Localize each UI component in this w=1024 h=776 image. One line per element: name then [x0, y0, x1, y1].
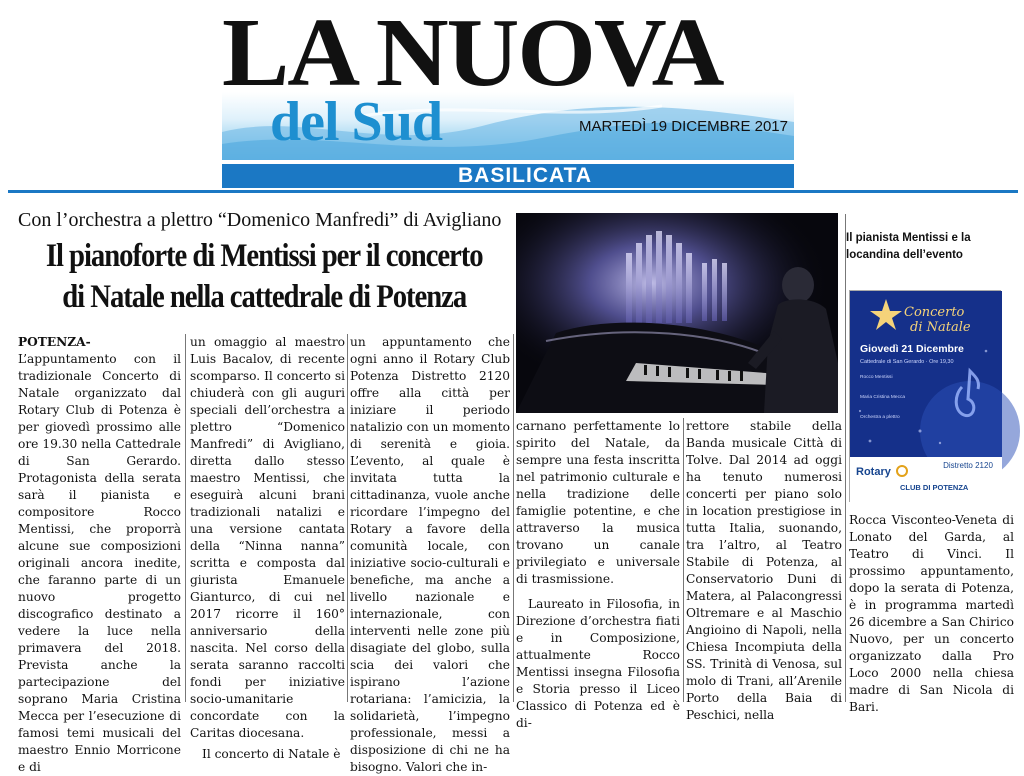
rotary-logo — [856, 465, 908, 478]
rotary-wheel-icon — [896, 465, 908, 477]
poster-distretto: Distretto 2120 — [943, 461, 993, 470]
column-rule — [845, 214, 846, 702]
photo-caption: Il pianista Mentissi e la locandina dell’evento — [846, 232, 971, 261]
newspaper-subtitle: del Sud — [270, 91, 442, 153]
article-column-3-text: un appuntamento che ogni anno il Rotary Club Potenza Distretto 2120 offre alla città per iniziare il periodo natalizio con un momento di serenità e gioia. L’evento, al quale è invitata tutta la cittadinanza, vuole anche ricordare l’impegno del Rotary a favore della comunità locale, con iniziative socio-culturali e benefiche, ma anche a livello nazionale e internazionale, con interventi nelle zone più disagiate del globo, sulla scia dei valori che ispirano l’azione rotariana: l’amicizia, la solidarietà, l’impegno professionale, messi a disposizione di chi ne ha bisogno. Valori che in- — [350, 335, 510, 774]
masthead — [222, 0, 794, 187]
article-column-5-text: rettore stabile della Banda musicale Città di Tolve. Dal 2014 ad oggi ha tenuto numerosi concerti per piano solo in location prestigiose in tutta Italia, suonando, tra l’altro, al Teatro Stabile di Potenza, al Conservatorio Duni di Matera, al Palacongressi Oltremare e al Maschio Angioino di Napoli, nella Chiesa Incompiuta della SS. Trinità di Venosa, sul molo di Trani, all’Arenile Porto della Baia di Peschici, nella — [686, 419, 842, 722]
column-rule — [347, 334, 348, 702]
poster-title — [904, 305, 971, 335]
issue-date: MARTEDÌ 19 DICEMBRE 2017 — [579, 118, 788, 135]
article-column-2-paragraph-1: un omaggio al maestro Luis Bacalov, di recente scomparso. Il concerto si chiuderà con gli auguri speciali dell’orchestra a plettro “Domenico Manfredi” di Avigliano, diretta dallo stesso maestro Mentissi, che eseguirà alcuni brani tradizionali natalizi e una versione cantata della “Ninna nanna” scritta e composta dal giurista Emanuele Gianturco, di cui nel 2017 ricorre il 160° anniversario della nascita. Nel corso della serata saranno raccolti fondi per iniziative socio-umanitarie concordate con la Caritas diocesana. — [190, 335, 345, 740]
article-column-4-paragraph-2: Laureato in Filosofia, in Direzione d’orchestra fiati e in Composizione, attualmente Rocco Mentissi insegna Filosofia e Storia presso il Liceo Classico di Potenza ed è di- — [516, 597, 680, 730]
poster-club: CLUB DI POTENZA — [900, 483, 969, 492]
article-column-2 — [190, 334, 345, 761]
article-column-6-text: Rocca Visconteo-Veneta di Lonato del Garda, al Teatro di Vinci. Il prossimo appuntamento, dopo la serata di Potenza, è in programma martedì 26 dicembre a San Chirico Nuovo, per un concerto organizzato dalla Pro Loco 2000 nella chiesa madre di San Nicola di Bari. — [849, 513, 1014, 714]
pianist-photo — [516, 213, 838, 413]
column-rule — [513, 334, 514, 702]
rotary-label: Rotary — [856, 466, 891, 478]
article-column-1-text: L’appuntamento con il tradizionale Concerto di Natale organizzato dal Rotary Club di Potenza è per giovedì prossimo alle ore 19.30 nella Cattedrale di San Gerardo. Protagonista della serata sarà il pianista e compositore Rocco Mentissi, che proporrà alcune sue composizioni originali ancora inedite, che faranno parte di un nuovo progetto discografico destinato a vedere la luce nella primavera del 2018. Prevista anche la partecipazione del soprano Maria Cristina Mecca per l’esecuzione di famosi temi musicali del maestro Ennio Morricone e di — [18, 352, 181, 774]
poster-place: Cattedrale di San Gerardo · Ore 19,30 — [860, 359, 954, 365]
headline-line-1: Il pianoforte di Mentissi per il concerto — [45, 238, 483, 274]
newspaper-title: LA NUOVA — [222, 0, 723, 107]
article-headline — [18, 236, 510, 318]
region-label: BASILICATA — [458, 164, 593, 187]
article-column-4 — [516, 418, 680, 730]
poster-performer-3: Orchestra a plettro — [860, 415, 900, 420]
article-column-3 — [350, 334, 510, 774]
article-column-5 — [686, 418, 842, 722]
pianist-photo-graphic — [516, 213, 838, 413]
poster-date: Giovedì 21 Dicembre — [860, 343, 964, 355]
poster-performer-2: Maria Cristina Mecca — [860, 395, 906, 400]
headline-line-2: di Natale nella cattedrale di Potenza — [62, 279, 467, 315]
article-kicker: Con l’orchestra a plettro “Domenico Manfredi” di Avigliano — [18, 209, 502, 231]
article-column-2-paragraph-2: Il concerto di Natale è — [202, 747, 341, 761]
article-column-6 — [849, 512, 1014, 714]
article-column-1 — [18, 334, 181, 774]
column-rule — [185, 334, 186, 702]
event-poster — [849, 290, 1001, 502]
article-column-4-paragraph-1: carnano perfettamente lo spirito del Natale, da sempre una festa inscritta nel patrimonio culturale e nella tradizione delle famiglie potentine, e che attraverso la musica trovano un canale privilegiato e universale di trasmissione. — [516, 419, 680, 586]
poster-performer-1: Rocco Mentissi — [860, 375, 893, 380]
poster-title-line-2: di Natale — [910, 320, 971, 335]
column-rule — [683, 418, 684, 702]
poster-title-line-1: Concerto — [904, 305, 965, 320]
article-dateline: POTENZA- — [18, 335, 91, 349]
